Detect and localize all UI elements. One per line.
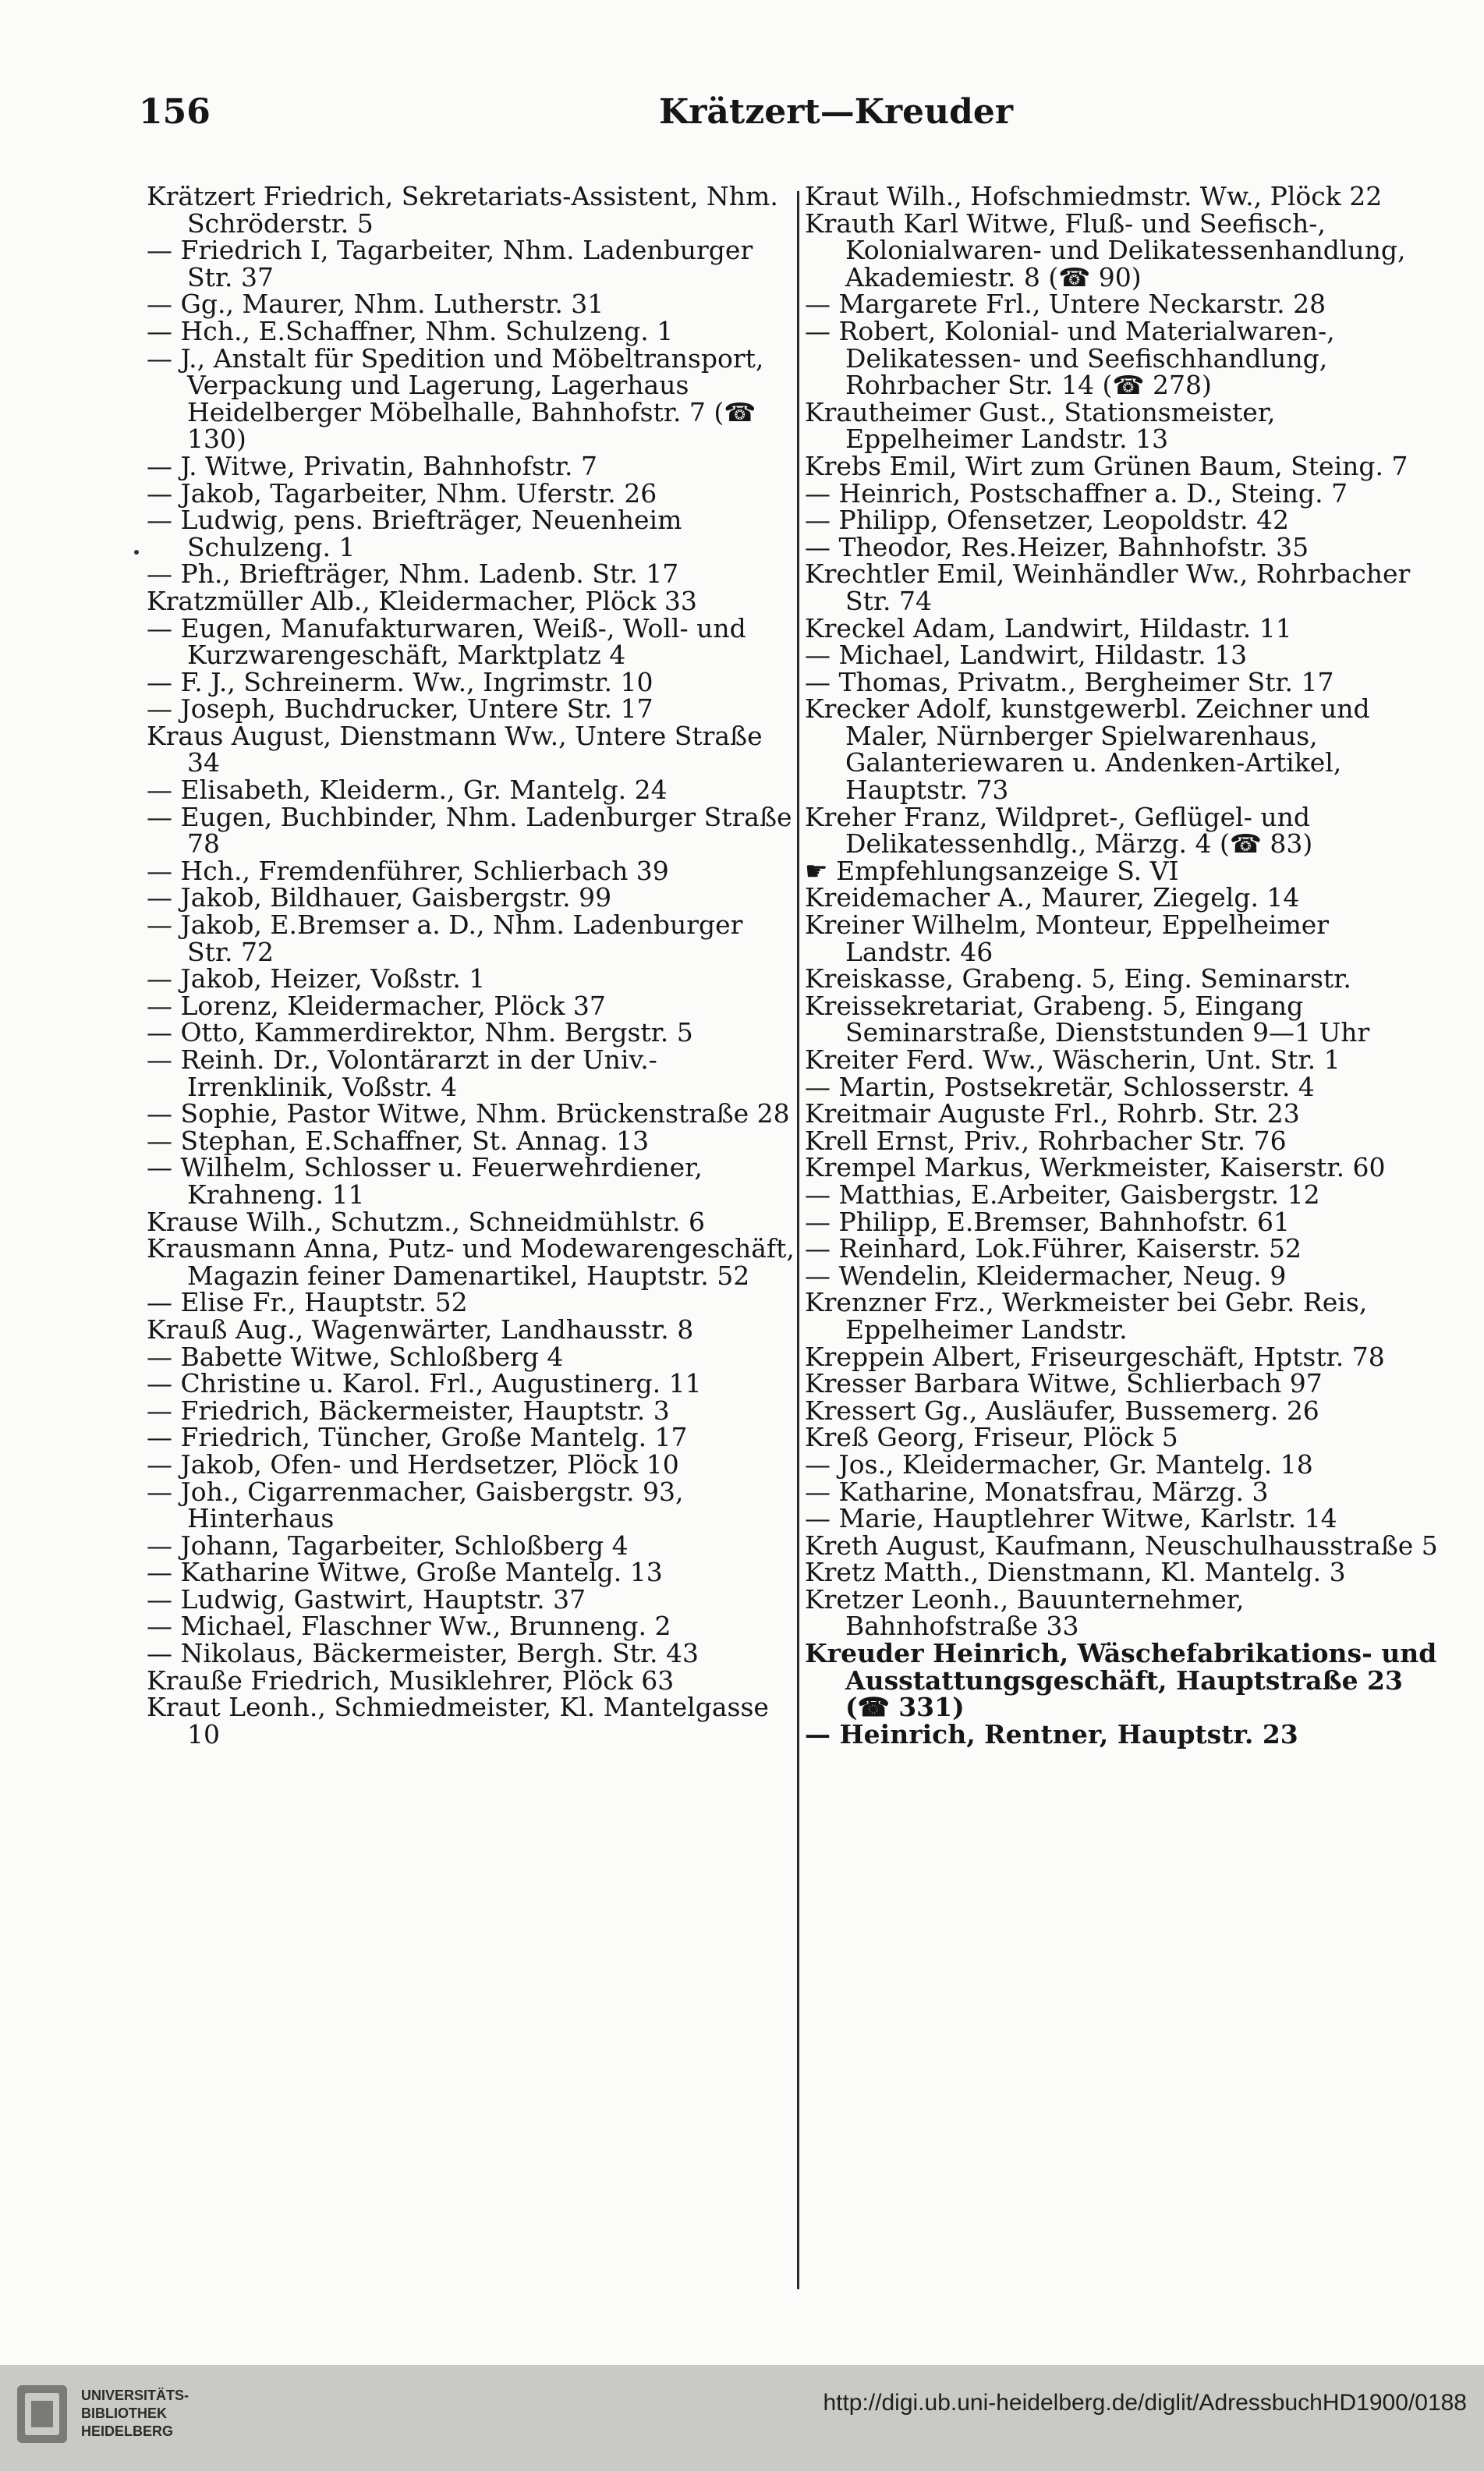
directory-entry: — Friedrich I, Tagarbeiter, Nhm. Ladenburger Str. 37	[147, 235, 753, 292]
directory-entry: — Wilhelm, Schlosser u. Feuerwehrdiener, Krahneng. 11	[147, 1152, 703, 1210]
directory-entry: Krechtler Emil, Weinhändler Ww., Rohrbacher Str. 74	[805, 558, 1411, 616]
running-head: Krätzert—Kreuder	[659, 92, 1014, 132]
library-logo-line: HEIDELBERG	[81, 2423, 174, 2439]
directory-entry: — F. J., Schreinerm. Ww., Ingrimstr. 10	[147, 666, 653, 697]
left-column	[147, 183, 795, 1748]
university-seal-icon	[14, 2381, 70, 2448]
directory-entry: Kreiskasse, Grabeng. 5, Eing. Seminarstr.	[805, 963, 1351, 994]
column-divider	[797, 191, 799, 2289]
directory-entry: Kreppein Albert, Friseurgeschäft, Hptstr. 78	[805, 1341, 1385, 1372]
directory-entry: — Stephan, E.Schaffner, St. Annag. 13	[147, 1125, 650, 1156]
directory-entry: — Heinrich, Postschaffner a. D., Steing. 7	[805, 477, 1348, 509]
directory-entry: — Eugen, Manufakturwaren, Weiß-, Woll- und Kurzwarengeschäft, Marktplatz 4	[147, 612, 746, 671]
directory-entry: — Jos., Kleidermacher, Gr. Mantelg. 18	[805, 1448, 1313, 1480]
directory-entry: — Nikolaus, Bäckermeister, Bergh. Str. 43	[147, 1638, 699, 1669]
directory-entry: — Ludwig, Gastwirt, Hauptstr. 37	[147, 1583, 586, 1615]
directory-entry: — Marie, Hauptlehrer Witwe, Karlstr. 14	[805, 1503, 1337, 1534]
directory-entry: — Friedrich, Tüncher, Große Mantelg. 17	[147, 1422, 688, 1453]
library-logo-text	[81, 2387, 189, 2441]
directory-entry: Kreidemacher A., Maurer, Ziegelg. 14	[805, 882, 1300, 913]
directory-entry: Kreiter Ferd. Ww., Wäscherin, Unt. Str. 1	[805, 1044, 1341, 1075]
directory-entry: Krecker Adolf, kunstgewerbl. Zeichner und Maler, Nürnberger Spielwarenhaus, Galanteriewaren u. Andenken-Artikel, Hauptstr. 73	[805, 693, 1370, 806]
library-logo-line: UNIVERSITÄTS-	[81, 2388, 189, 2403]
directory-entry: Kraut Leonh., Schmiedmeister, Kl. Mantelgasse 10	[147, 1692, 769, 1750]
directory-entry: Kraut Wilh., Hofschmiedmstr. Ww., Plöck 22	[805, 181, 1383, 211]
directory-entry: — J. Witwe, Privatin, Bahnhofstr. 7	[147, 450, 598, 481]
directory-entry: — Matthias, E.Arbeiter, Gaisbergstr. 12	[805, 1179, 1320, 1210]
directory-entry: Kreissekretariat, Grabeng. 5, Eingang Seminarstraße, Dienststunden 9—1 Uhr	[805, 990, 1370, 1048]
directory-entry: Kressert Gg., Ausläufer, Bussemerg. 26	[805, 1395, 1319, 1426]
directory-entry: — Johann, Tagarbeiter, Schloßberg 4	[147, 1530, 629, 1561]
directory-entry: — Reinh. Dr., Volontärarzt in der Univ.-Irrenklinik, Voßstr. 4	[147, 1044, 657, 1102]
directory-entry: — J., Anstalt für Spedition und Möbeltransport, Verpackung und Lagerung, Lagerhaus Heidelberger Möbelhalle, Bahnhofstr. 7 (☎ 130)	[147, 342, 764, 455]
directory-entry: — Lorenz, Kleidermacher, Plöck 37	[147, 990, 606, 1021]
directory-entry: — Heinrich, Rentner, Hauptstr. 23	[805, 1718, 1298, 1750]
directory-entry: Krautheimer Gust., Stationsmeister, Eppelheimer Landstr. 13	[805, 396, 1276, 455]
directory-entry: — Elisabeth, Kleiderm., Gr. Mantelg. 24	[147, 775, 668, 806]
directory-entry: — Friedrich, Bäckermeister, Hauptstr. 3	[147, 1395, 670, 1426]
directory-entry: Krell Ernst, Priv., Rohrbacher Str. 76	[805, 1125, 1287, 1156]
directory-entry: — Joh., Cigarrenmacher, Gaisbergstr. 93, Hinterhaus	[147, 1476, 684, 1534]
directory-entry: — Ph., Briefträger, Nhm. Ladenb. Str. 17	[147, 558, 679, 590]
directory-entry: — Philipp, E.Bremser, Bahnhofstr. 61	[805, 1206, 1290, 1237]
directory-entry: — Katharine, Monatsfrau, Märzg. 3	[805, 1476, 1269, 1507]
directory-entry: Krause Wilh., Schutzm., Schneidmühlstr. 6	[147, 1206, 705, 1237]
directory-entry: Krauße Friedrich, Musiklehrer, Plöck 63	[147, 1664, 675, 1696]
page-speck	[134, 550, 139, 555]
library-logo-line: BIBLIOTHEK	[81, 2405, 167, 2421]
directory-entry: Krenzner Frz., Werkmeister bei Gebr. Reis, Eppelheimer Landstr.	[805, 1287, 1368, 1345]
directory-entry: — Robert, Kolonial- und Materialwaren-, Delikatessen- und Seefischhandlung, Rohrbacher Str. 14 (☎ 278)	[805, 315, 1335, 401]
directory-entry: — Thomas, Privatm., Bergheimer Str. 17	[805, 666, 1334, 697]
directory-entry: Kreß Georg, Friseur, Plöck 5	[805, 1422, 1178, 1453]
directory-entry: — Theodor, Res.Heizer, Bahnhofstr. 35	[805, 531, 1309, 562]
directory-entry: Kreth August, Kaufmann, Neuschulhausstraße 5	[805, 1530, 1438, 1561]
directory-entry: Krempel Markus, Werkmeister, Kaiserstr. 60	[805, 1152, 1386, 1183]
directory-entry: Kretzer Leonh., Bauunternehmer, Bahnhofstraße 33	[805, 1583, 1245, 1642]
directory-entry: — Gg., Maurer, Nhm. Lutherstr. 31	[147, 289, 604, 320]
directory-entry: ☛ Empfehlungsanzeige S. VI	[805, 855, 1179, 886]
directory-entry: — Michael, Landwirt, Hildastr. 13	[805, 640, 1248, 671]
directory-entry: — Wendelin, Kleidermacher, Neug. 9	[805, 1260, 1287, 1291]
directory-entry: — Babette Witwe, Schloßberg 4	[147, 1341, 564, 1372]
directory-entry: Krauß Aug., Wagenwärter, Landhausstr. 8	[147, 1313, 694, 1345]
directory-entry: — Hch., E.Schaffner, Nhm. Schulzeng. 1	[147, 315, 674, 346]
directory-entry: Kreckel Adam, Landwirt, Hildastr. 11	[805, 612, 1292, 643]
source-url[interactable]: http://digi.ub.uni-heidelberg.de/diglit/AdressbuchHD1900/0188	[823, 2390, 1467, 2416]
directory-entry: Kresser Barbara Witwe, Schlierbach 97	[805, 1368, 1323, 1399]
directory-entry: — Hch., Fremdenführer, Schlierbach 39	[147, 855, 669, 886]
directory-entry: — Christine u. Karol. Frl., Augustinerg. 11	[147, 1368, 702, 1399]
directory-entry: — Martin, Postsekretär, Schlosserstr. 4	[805, 1071, 1315, 1102]
directory-entry: Krausmann Anna, Putz- und Modewarengeschäft, Magazin feiner Damenartikel, Hauptstr. 52	[147, 1233, 795, 1291]
directory-entry: — Jakob, Ofen- und Herdsetzer, Plöck 10	[147, 1448, 679, 1480]
page-number: 156	[139, 92, 211, 132]
directory-entry: — Jakob, E.Bremser a. D., Nhm. Ladenburger Str. 72	[147, 909, 743, 967]
directory-entry: Kreitmair Auguste Frl., Rohrb. Str. 23	[805, 1098, 1300, 1129]
directory-entry: Kraus August, Dienstmann Ww., Untere Straße 34	[147, 720, 763, 778]
directory-entry: — Joseph, Buchdrucker, Untere Str. 17	[147, 693, 653, 725]
directory-entry: Kreher Franz, Wildpret-, Geflügel- und Delikatessenhdlg., Märzg. 4 (☎ 83)	[805, 801, 1313, 860]
directory-entry: — Ludwig, pens. Briefträger, Neuenheim Schulzeng. 1	[147, 505, 682, 562]
directory-entry: Krätzert Friedrich, Sekretariats-Assistent, Nhm. Schröderstr. 5	[147, 181, 778, 239]
directory-entry: — Jakob, Bildhauer, Gaisbergstr. 99	[147, 882, 612, 913]
directory-entry: — Otto, Kammerdirektor, Nhm. Bergstr. 5	[147, 1017, 693, 1048]
directory-entry: Kretz Matth., Dienstmann, Kl. Mantelg. 3	[805, 1557, 1346, 1588]
directory-entry: — Sophie, Pastor Witwe, Nhm. Brückenstraße 28	[147, 1098, 790, 1129]
directory-entry: — Elise Fr., Hauptstr. 52	[147, 1287, 468, 1318]
directory-entry: Krauth Karl Witwe, Fluß- und Seefisch-, Kolonialwaren- und Delikatessenhandlung, Akademiestr. 8 (☎ 90)	[805, 207, 1406, 292]
directory-entry: Kratzmüller Alb., Kleidermacher, Plöck 33	[147, 585, 697, 616]
footer-bar	[0, 2365, 1484, 2471]
directory-entry: — Jakob, Tagarbeiter, Nhm. Uferstr. 26	[147, 477, 657, 509]
directory-entry: — Jakob, Heizer, Voßstr. 1	[147, 963, 486, 994]
directory-entry: — Reinhard, Lok.Führer, Kaiserstr. 52	[805, 1233, 1302, 1264]
directory-entry: Kreiner Wilhelm, Monteur, Eppelheimer Landstr. 46	[805, 909, 1330, 967]
directory-entry: — Philipp, Ofensetzer, Leopoldstr. 42	[805, 505, 1289, 536]
right-column	[805, 183, 1443, 1748]
directory-entry: — Eugen, Buchbinder, Nhm. Ladenburger Straße 78	[147, 801, 792, 860]
directory-entry: — Michael, Flaschner Ww., Brunneng. 2	[147, 1611, 671, 1642]
directory-entry: — Margarete Frl., Untere Neckarstr. 28	[805, 289, 1326, 320]
directory-entry: Krebs Emil, Wirt zum Grünen Baum, Steing. 7	[805, 450, 1408, 481]
directory-entry: Kreuder Heinrich, Wäschefabrikations- und Ausstattungsgeschäft, Hauptstraße 23 (☎ 331)	[805, 1638, 1437, 1723]
directory-entry: — Katharine Witwe, Große Mantelg. 13	[147, 1557, 663, 1588]
